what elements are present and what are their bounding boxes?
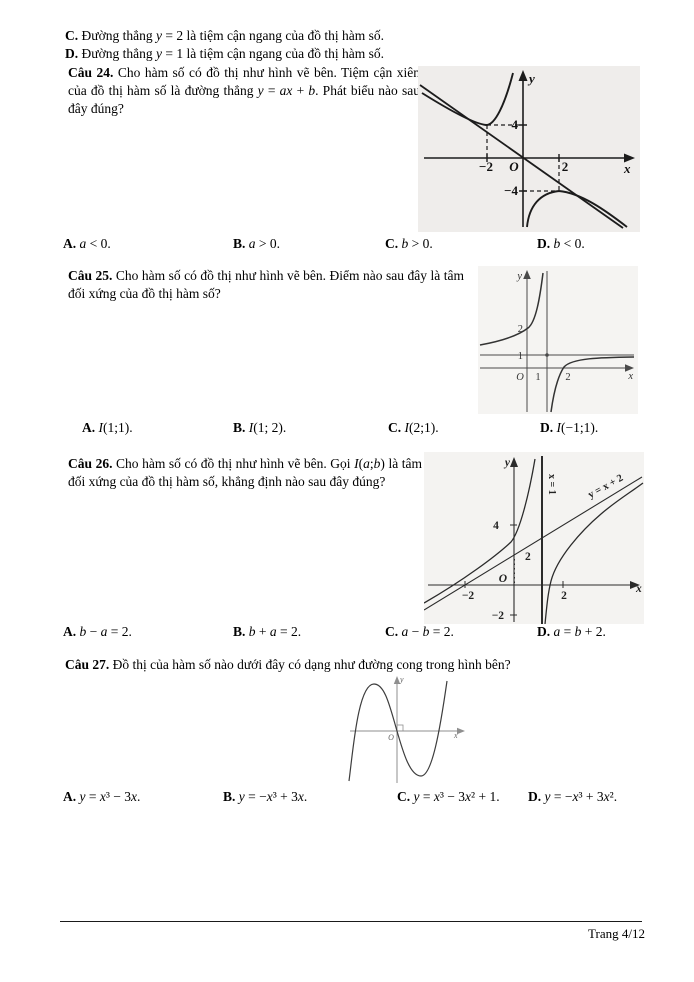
graph25-tick-x1: 1 bbox=[535, 372, 541, 383]
graph26-tick-x2: 2 bbox=[561, 590, 567, 602]
option-24-b: B. a > 0. bbox=[233, 236, 281, 251]
graph26-tick-ym2: −2 bbox=[491, 610, 504, 622]
question-25-options bbox=[0, 419, 694, 439]
graph26-x-label: x bbox=[636, 583, 642, 595]
question-24-options bbox=[0, 235, 694, 255]
graph24-tick-2: 2 bbox=[561, 159, 569, 174]
graph26-vasym-label: x = 1 bbox=[546, 474, 557, 495]
option-24-a: A. a < 0. bbox=[63, 236, 111, 251]
graph25-tick-y2: 2 bbox=[517, 324, 523, 335]
graph26-curve-left bbox=[424, 459, 535, 603]
graph25-curve-left bbox=[480, 273, 543, 345]
footer-rule bbox=[60, 921, 642, 922]
graph26-slant-asymptote bbox=[424, 477, 642, 610]
graph24-slant-asymptote bbox=[420, 85, 623, 228]
graph26-y-label: y bbox=[504, 457, 510, 469]
graph25-curve-right bbox=[551, 357, 634, 412]
graph27-origin-label: O bbox=[388, 733, 394, 742]
graph-cau25 bbox=[478, 266, 638, 414]
question-25-text: Câu 25. Cho hàm số có đồ thị như hình vẽ bên. Điểm nào sau đây là tâm đối xứng của đồ thị hàm số? bbox=[68, 268, 464, 301]
graph25-tick-x2: 2 bbox=[565, 372, 571, 383]
option-24-d: D. b < 0. bbox=[537, 236, 585, 251]
graph27-x-label: x bbox=[454, 731, 458, 740]
option-26-d: D. a = b + 2. bbox=[537, 624, 606, 639]
graph24-tick-minus2: −2 bbox=[479, 159, 493, 174]
page-number: Trang 4/12 bbox=[588, 926, 645, 941]
option-24-c: C. b > 0. bbox=[385, 236, 433, 251]
graph25-y-arrow bbox=[523, 270, 531, 279]
question-27-options bbox=[0, 788, 694, 808]
graph27-x-arrow bbox=[457, 728, 465, 734]
option-25-a: A. I(1;1). bbox=[82, 420, 133, 435]
option-27-c: C. y = x³ − 3x² + 1. bbox=[397, 789, 500, 804]
option-26-b: B. b + a = 2. bbox=[233, 624, 302, 639]
graph-cau27 bbox=[344, 673, 470, 786]
question-27-text: Câu 27. Đồ thị của hàm số nào dưới đây có dạng như đường cong trong hình bên? bbox=[65, 657, 511, 672]
question-26-options bbox=[0, 623, 694, 643]
graph24-y-arrow bbox=[519, 70, 528, 81]
option-27-a: A. y = x³ − 3x. bbox=[63, 789, 141, 804]
graph24-curve-upper bbox=[422, 73, 513, 125]
option-25-c: C. I(2;1). bbox=[388, 420, 439, 435]
graph24-y-label: y bbox=[529, 71, 535, 86]
graph25-y-label: y bbox=[517, 271, 522, 282]
graph26-tick-y2: 2 bbox=[525, 551, 531, 563]
statement-c: C. Đường thẳng y = 2 là tiệm cận ngang của đồ thị hàm số. bbox=[65, 28, 385, 43]
graph-cau24 bbox=[418, 66, 640, 232]
option-27-b: B. y = −x³ + 3x. bbox=[223, 789, 308, 804]
graph26-tick-xm2: −2 bbox=[461, 590, 475, 602]
graph25-x-label: x bbox=[628, 371, 633, 382]
graph26-y-arrow bbox=[510, 457, 518, 467]
option-26-a: A. b − a = 2. bbox=[63, 624, 132, 639]
graph25-tick-y1: 1 bbox=[517, 351, 523, 362]
graph27-y-label: y bbox=[400, 675, 404, 684]
graph-cau26 bbox=[424, 452, 644, 624]
graph24-x-label: x bbox=[624, 161, 631, 176]
option-27-d: D. y = −x³ + 3x². bbox=[528, 789, 618, 804]
graph24-origin-label: O bbox=[509, 159, 519, 174]
graph24-tick-4: 4 bbox=[511, 117, 518, 132]
graph24-curve-lower bbox=[527, 191, 627, 227]
graph27-origin-square bbox=[397, 725, 403, 731]
graph26-sasym-label: y = x + 2 bbox=[586, 472, 626, 501]
graph26-tick-y4: 4 bbox=[493, 520, 499, 532]
graph26-origin-label: O bbox=[498, 573, 507, 585]
graph26-curve-right bbox=[545, 483, 643, 624]
graph25-center-point bbox=[545, 353, 549, 357]
question-24-text: Câu 24. Cho hàm số có đồ thị như hình vẽ bên. Tiệm cận xiên của đồ thị hàm số là đường thẳng y = ax + b. Phát biểu nào sau đây đúng? bbox=[68, 65, 420, 116]
option-26-c: C. a − b = 2. bbox=[385, 624, 454, 639]
statement-d: D. Đường thẳng y = 1 là tiệm cận ngang của đồ thị hàm số. bbox=[65, 46, 385, 61]
graph25-origin-label: O bbox=[516, 372, 524, 383]
option-25-b: B. I(1; 2). bbox=[233, 420, 287, 435]
graph24-tick-minus4: −4 bbox=[504, 183, 518, 198]
question-26-text: Câu 26. Cho hàm số có đồ thị như hình vẽ bên. Gọi I(a;b) là tâm đối xứng của đồ thị hàm số, khẳng định nào sau đây đúng? bbox=[68, 456, 422, 489]
option-25-d: D. I(−1;1). bbox=[540, 420, 599, 435]
